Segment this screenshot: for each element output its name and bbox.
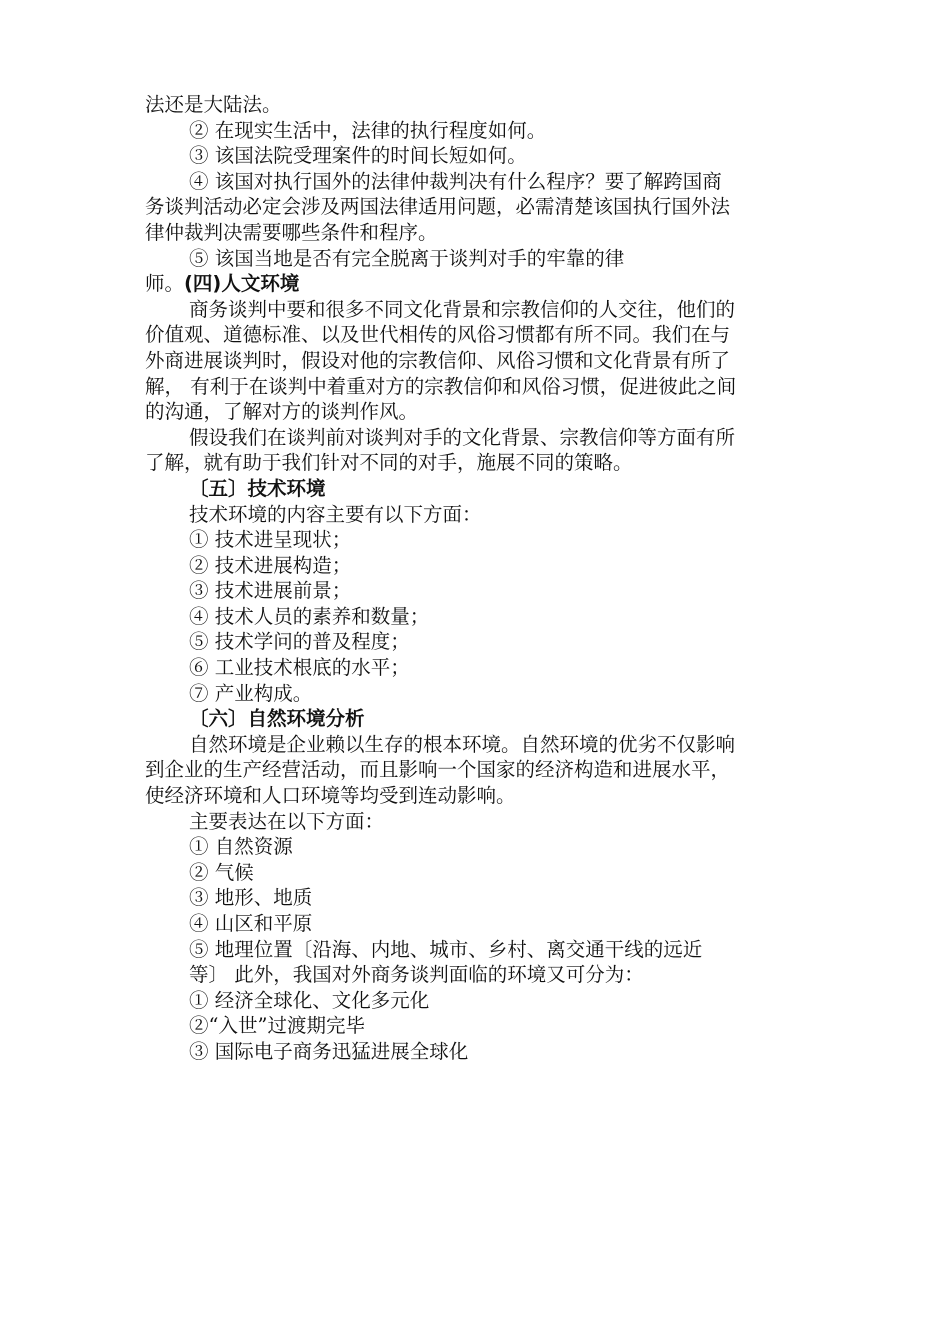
text-line-content: ② 技术进展构造； bbox=[189, 553, 352, 577]
text-line-content: ⑦ 产业构成。 bbox=[189, 681, 313, 705]
text-line-content: 主要表达在以下方面： bbox=[189, 809, 385, 833]
text-line bbox=[145, 604, 815, 630]
text-line-content: 律仲裁判决需要哪些条件和程序。 bbox=[145, 220, 438, 244]
text-line-content: 自然环境是企业赖以生存的根本环境。自然环境的优劣不仅影响 bbox=[189, 732, 736, 756]
text-line-content: 〔六〕自然环境分析 bbox=[189, 707, 365, 731]
text-line bbox=[145, 143, 815, 169]
text-line-content: 的沟通，了解对方的谈判作风。 bbox=[145, 400, 419, 424]
text-line-content: ⑤ 该国当地是否有完全脱离于谈判对手的牢靠的律 bbox=[189, 246, 625, 270]
text-line-content: ① 自然资源 bbox=[189, 835, 293, 859]
text-line-content: 等〕 此外，我国对外商务谈判面临的环境又可分为： bbox=[189, 963, 644, 987]
text-line bbox=[145, 1013, 815, 1039]
text-line-content: 了解，就有助于我们针对不同的对手，施展不同的策略。 bbox=[145, 451, 633, 475]
text-line bbox=[145, 885, 815, 911]
text-line bbox=[145, 450, 815, 476]
text-line bbox=[145, 271, 815, 297]
text-line-content: ⑤ 技术学问的普及程度； bbox=[189, 630, 410, 654]
text-line bbox=[145, 169, 815, 195]
text-line bbox=[145, 118, 815, 144]
text-line-content: 师。 bbox=[145, 272, 185, 296]
text-line bbox=[145, 220, 815, 246]
text-line bbox=[145, 527, 815, 553]
text-line bbox=[145, 655, 815, 681]
text-line bbox=[145, 988, 815, 1014]
text-line-content: ① 经济全球化、文化多元化 bbox=[189, 988, 430, 1012]
text-line bbox=[145, 783, 815, 809]
text-line-content: ① 技术进呈现状； bbox=[189, 528, 352, 552]
text-line-content: ⑥ 工业技术根底的水平； bbox=[189, 656, 410, 680]
text-line-content: ③ 地形、地质 bbox=[189, 886, 313, 910]
text-line-content: 假设我们在谈判前对谈判对手的文化背景、宗教信仰等方面有所 bbox=[189, 425, 736, 449]
text-line-content: ④ 技术人员的素养和数量； bbox=[189, 604, 430, 628]
text-line-content: 商务谈判中要和很多不同文化背景和宗教信仰的人交往，他们的 bbox=[189, 297, 736, 321]
text-line bbox=[145, 681, 815, 707]
text-line bbox=[145, 502, 815, 528]
text-line bbox=[145, 194, 815, 220]
text-line bbox=[145, 809, 815, 835]
text-line-content: ③ 技术进展前景； bbox=[189, 579, 352, 603]
text-line-content: 解， 有利于在谈判中着重对方的宗教信仰和风俗习惯，促进彼此之间 bbox=[145, 374, 737, 398]
text-line-content: 使经济环境和人口环境等均受到连动影响。 bbox=[145, 784, 516, 808]
document-body bbox=[145, 92, 815, 1065]
text-line-content: 价值观、道德标准、以及世代相传的风俗习惯都有所不同。我们在与 bbox=[145, 323, 731, 347]
text-line bbox=[145, 629, 815, 655]
text-line-content: ② 在现实生活中，法律的执行程度如何。 bbox=[189, 118, 547, 142]
text-line-content: ⑤ 地理位置〔沿海、内地、城市、乡村、离交通干线的远近 bbox=[189, 937, 703, 961]
text-line bbox=[145, 860, 815, 886]
text-line-content: ④ 山区和平原 bbox=[189, 912, 313, 935]
text-line-content: 技术环境的内容主要有以下方面： bbox=[189, 502, 482, 526]
text-line bbox=[145, 246, 815, 272]
section-heading bbox=[145, 476, 815, 502]
text-line bbox=[145, 297, 815, 323]
text-line-content: 〔五〕技术环境 bbox=[189, 476, 326, 500]
text-line-content: 务谈判活动必定会涉及两国法律适用问题，必需清楚该国执行国外法 bbox=[145, 195, 731, 219]
text-line bbox=[145, 911, 815, 937]
text-line bbox=[145, 92, 815, 118]
text-line bbox=[145, 834, 815, 860]
text-line bbox=[145, 757, 815, 783]
section-heading: (四)人文环境 bbox=[184, 272, 300, 296]
text-line-content: ③ 国际电子商务迅猛进展全球化 bbox=[189, 1039, 469, 1063]
text-line-content: ②“入世”过渡期完毕 bbox=[189, 1014, 365, 1038]
text-line bbox=[145, 1039, 815, 1065]
text-line bbox=[145, 399, 815, 425]
text-line-content: 外商进展谈判时，假设对他的宗教信仰、风俗习惯和文化背景有所了 bbox=[145, 348, 731, 372]
text-line bbox=[145, 348, 815, 374]
text-line bbox=[145, 732, 815, 758]
text-line-content: ④ 该国对执行国外的法律仲裁判决有什么程序？要了解跨国商 bbox=[189, 169, 722, 193]
text-line bbox=[145, 937, 815, 963]
text-line-content: ③ 该国法院受理案件的时间长短如何。 bbox=[189, 144, 527, 168]
text-line bbox=[145, 578, 815, 604]
text-line-content: ② 气候 bbox=[189, 860, 254, 884]
text-line bbox=[145, 322, 815, 348]
text-line bbox=[145, 425, 815, 451]
text-line-content: 到企业的生产经营活动，而且影响一个国家的经济构造和进展水平， bbox=[145, 758, 731, 782]
text-line bbox=[145, 374, 815, 400]
text-line bbox=[145, 553, 815, 579]
text-line bbox=[145, 962, 815, 988]
section-heading bbox=[145, 706, 815, 732]
text-line-content: 法还是大陆法。 bbox=[145, 93, 282, 116]
